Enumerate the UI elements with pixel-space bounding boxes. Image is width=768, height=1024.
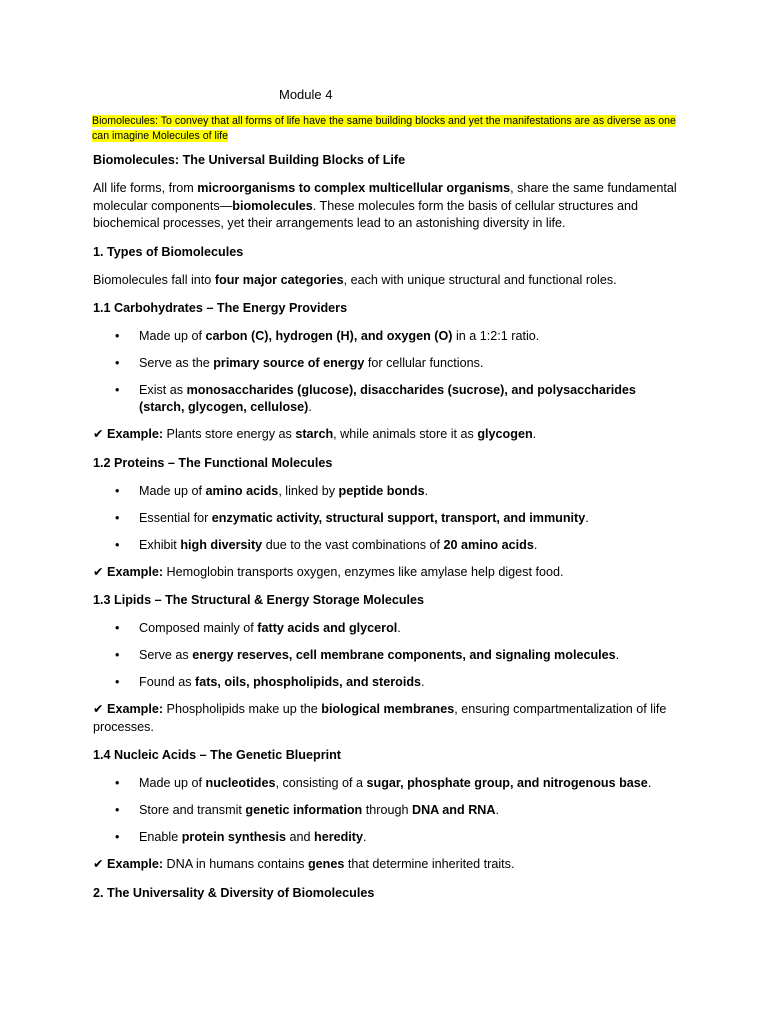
carbohydrates-heading: 1.1 Carbohydrates – The Energy Providers bbox=[93, 301, 348, 315]
bullet-icon: • bbox=[115, 537, 120, 552]
item-bold: enzymatic activity, structural support, transport, and immunity bbox=[211, 510, 586, 525]
item-text: . bbox=[421, 675, 425, 689]
list-item bbox=[93, 620, 678, 637]
highlighted-objective bbox=[92, 114, 682, 143]
bullet-icon: • bbox=[115, 621, 120, 635]
list-item bbox=[93, 355, 678, 372]
item-bold: heredity bbox=[314, 830, 364, 844]
example-label: ✔ Example: bbox=[93, 857, 164, 871]
item-bold: sugar, phosphate group, and nitrogenous base bbox=[366, 776, 648, 790]
intro-paragraph bbox=[93, 180, 678, 233]
nucleic-acids-list bbox=[93, 775, 678, 846]
example-text: , while animals store it as bbox=[333, 427, 478, 441]
item-text: . bbox=[533, 537, 538, 552]
example-bold: glycogen bbox=[477, 427, 533, 441]
section2-heading: 2. The Universality & Diversity of Biomolecules bbox=[93, 885, 375, 900]
section1-intro bbox=[93, 272, 678, 290]
item-text: . bbox=[397, 621, 401, 635]
document-body bbox=[93, 152, 678, 913]
list-item bbox=[93, 775, 678, 792]
item-bold: protein synthesis bbox=[181, 830, 286, 844]
proteins-list bbox=[93, 483, 678, 554]
intro-text: . These molecules form the basis of cellular structures and biochemical processes, yet their arrangements lead to an astonishing diversity in life. bbox=[93, 198, 639, 230]
nucleic-acids-example bbox=[93, 856, 678, 874]
item-bold: monosaccharides (glucose), disaccharides (sucrose), and polysaccharides (starch, glycogen, cellulose) bbox=[139, 383, 636, 414]
item-text: Essential for bbox=[139, 510, 212, 525]
intro-text: , share the same fundamental molecular components— bbox=[93, 181, 677, 213]
item-text: . bbox=[585, 510, 589, 525]
item-text: Serve as bbox=[139, 648, 193, 662]
item-text: Serve as the bbox=[139, 356, 214, 370]
carbohydrates-example bbox=[93, 426, 678, 444]
item-text: Composed mainly of bbox=[139, 621, 258, 635]
list-item bbox=[93, 802, 678, 819]
item-text: . bbox=[424, 483, 429, 498]
section1-heading: 1. Types of Biomolecules bbox=[93, 244, 244, 259]
list-item bbox=[93, 382, 678, 416]
item-text: . bbox=[615, 648, 620, 662]
bullet-icon: • bbox=[115, 803, 120, 817]
bullet-icon: • bbox=[115, 329, 120, 343]
section1-text: Biomolecules fall into bbox=[93, 272, 215, 287]
example-text: . bbox=[532, 427, 537, 441]
item-bold: nucleotides bbox=[205, 776, 276, 790]
example-label: ✔ Example: bbox=[93, 702, 164, 716]
item-text: Exist as bbox=[139, 383, 187, 397]
bullet-icon: • bbox=[115, 483, 120, 498]
intro-bold: microorganisms to complex multicellular organisms bbox=[197, 181, 511, 195]
bullet-icon: • bbox=[115, 648, 120, 662]
example-bold: genes bbox=[307, 857, 345, 871]
intro-bold: biomolecules bbox=[232, 198, 313, 213]
proteins-example bbox=[93, 564, 678, 582]
module-title: Module 4 bbox=[279, 87, 333, 102]
item-bold: 20 amino acids bbox=[443, 537, 534, 552]
item-text: Enable bbox=[139, 830, 182, 844]
item-bold: peptide bonds bbox=[338, 483, 425, 498]
item-bold: carbon (C), hydrogen (H), and oxygen (O) bbox=[205, 329, 453, 343]
item-text: . bbox=[308, 400, 312, 414]
item-text: Made up of bbox=[139, 329, 206, 343]
item-bold: fatty acids and glycerol bbox=[257, 621, 398, 635]
list-item bbox=[93, 647, 678, 664]
item-text: Made up of bbox=[139, 776, 206, 790]
bullet-icon: • bbox=[115, 383, 120, 397]
item-bold: genetic information bbox=[245, 803, 363, 817]
item-text: Made up of bbox=[139, 483, 206, 498]
example-text: that determine inherited traits. bbox=[344, 857, 515, 871]
item-bold: high diversity bbox=[180, 537, 263, 552]
intro-text: All life forms, from bbox=[93, 181, 198, 195]
example-text: , ensuring compartmentalization of life processes. bbox=[93, 702, 667, 734]
list-item bbox=[93, 483, 678, 500]
item-text: , linked by bbox=[278, 483, 339, 498]
lipids-example bbox=[93, 701, 678, 736]
bullet-icon: • bbox=[115, 510, 120, 525]
nucleic-acids-heading: 1.4 Nucleic Acids – The Genetic Blueprint bbox=[93, 748, 341, 762]
bullet-icon: • bbox=[115, 356, 120, 370]
item-text: . bbox=[495, 803, 499, 817]
item-text: Found as bbox=[139, 675, 196, 689]
item-text: due to the vast combinations of bbox=[262, 537, 444, 552]
item-text: Store and transmit bbox=[139, 803, 246, 817]
item-text: , consisting of a bbox=[275, 776, 367, 790]
item-text: . bbox=[647, 776, 652, 790]
list-item bbox=[93, 829, 678, 846]
list-item bbox=[93, 674, 678, 691]
list-item bbox=[93, 328, 678, 345]
example-label: ✔ Example: bbox=[93, 564, 164, 579]
item-text: and bbox=[286, 830, 315, 844]
item-bold: fats, oils, phospholipids, and steroids bbox=[195, 675, 422, 689]
bullet-icon: • bbox=[115, 830, 120, 844]
list-item bbox=[93, 510, 678, 527]
highlighted-text: Biomolecules: To convey that all forms of life have the same building blocks and yet the manifestations are as diverse as one can imagine Molecules of life bbox=[92, 115, 676, 142]
item-text: . bbox=[363, 830, 367, 844]
item-text: for cellular functions. bbox=[364, 356, 484, 370]
example-bold: biological membranes bbox=[321, 702, 455, 716]
example-bold: starch bbox=[295, 427, 334, 441]
item-text: in a 1:2:1 ratio. bbox=[452, 329, 540, 343]
section1-text: , each with unique structural and functional roles. bbox=[343, 272, 617, 287]
item-bold: primary source of energy bbox=[213, 356, 365, 370]
main-heading: Biomolecules: The Universal Building Blocks of Life bbox=[93, 153, 406, 167]
example-label: ✔ Example: bbox=[93, 427, 164, 441]
lipids-list bbox=[93, 620, 678, 691]
item-bold: amino acids bbox=[205, 483, 279, 498]
bullet-icon: • bbox=[115, 675, 120, 689]
item-text: through bbox=[362, 803, 412, 817]
carbohydrates-list bbox=[93, 328, 678, 416]
example-text: Plants store energy as bbox=[163, 427, 296, 441]
example-text: DNA in humans contains bbox=[163, 857, 308, 871]
item-text: Exhibit bbox=[139, 537, 181, 552]
example-text: Hemoglobin transports oxygen, enzymes like amylase help digest food. bbox=[163, 564, 564, 579]
lipids-heading: 1.3 Lipids – The Structural & Energy Storage Molecules bbox=[93, 593, 425, 607]
item-bold: DNA and RNA bbox=[411, 803, 496, 817]
proteins-heading: 1.2 Proteins – The Functional Molecules bbox=[93, 455, 333, 470]
item-bold: energy reserves, cell membrane components, and signaling molecules bbox=[192, 648, 616, 662]
bullet-icon: • bbox=[115, 776, 120, 790]
example-text: Phospholipids make up the bbox=[163, 702, 322, 716]
section1-bold: four major categories bbox=[214, 272, 344, 287]
list-item bbox=[93, 537, 678, 554]
